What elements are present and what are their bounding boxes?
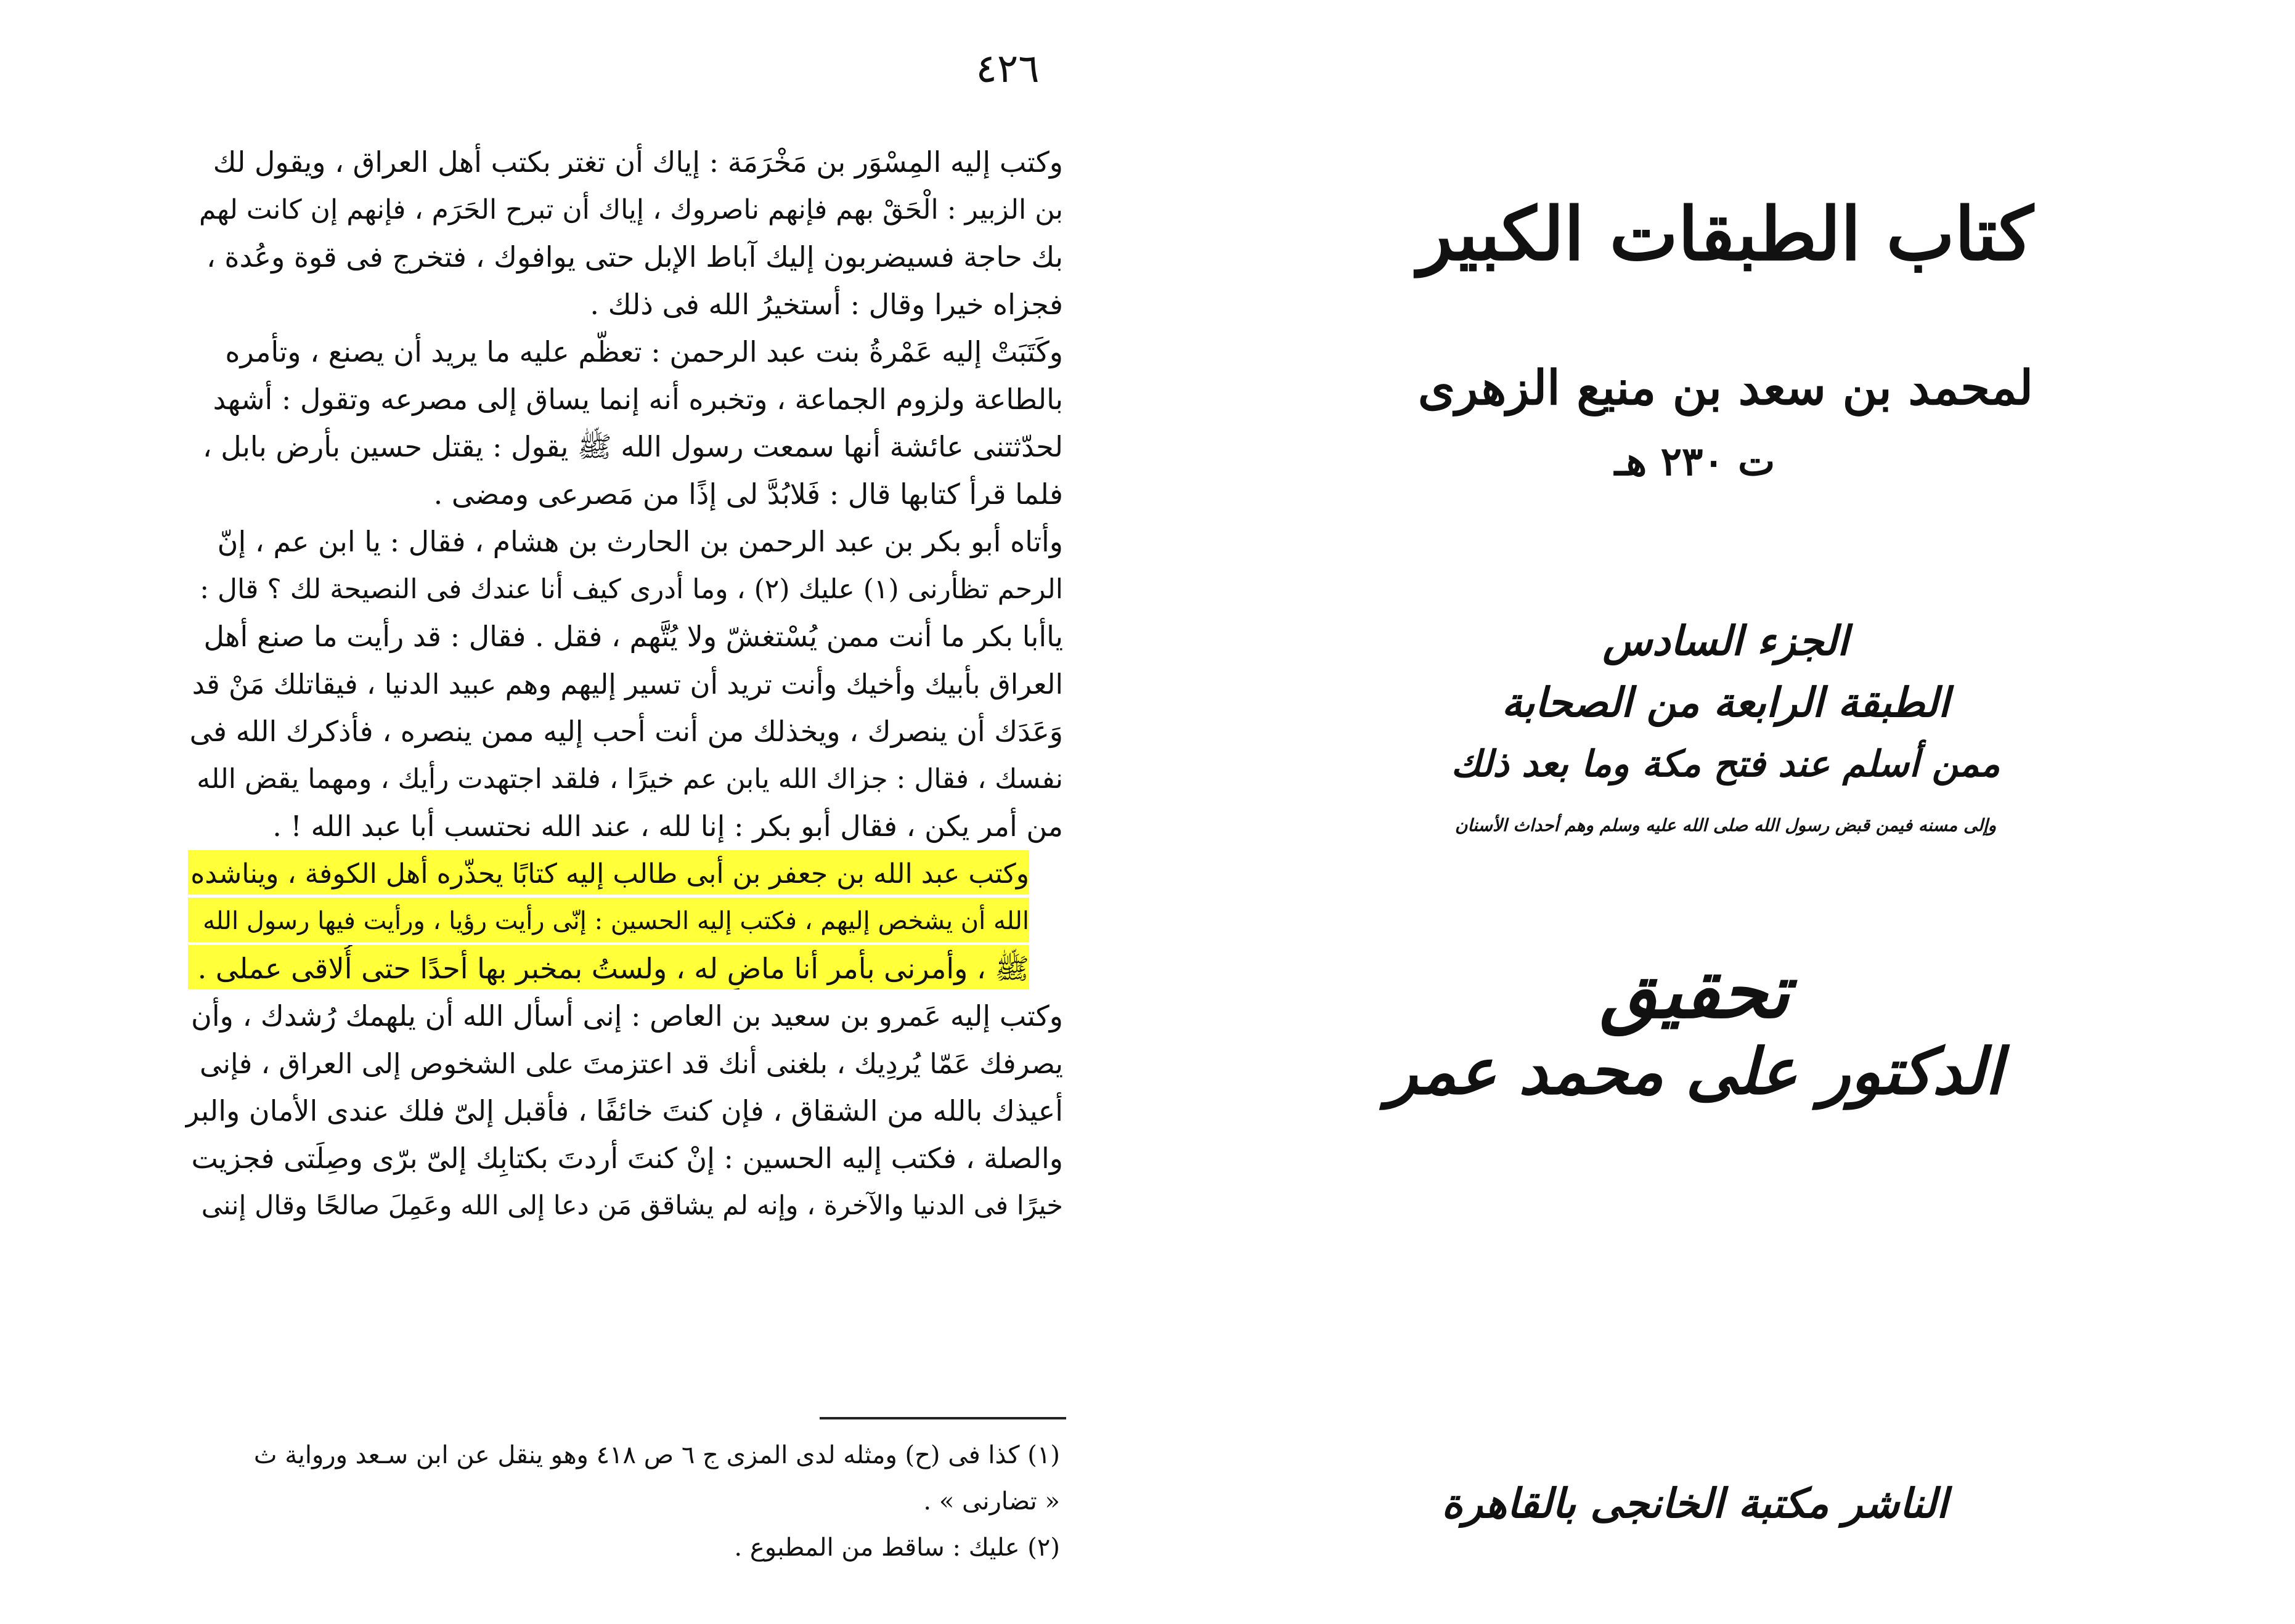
text-line: فلما قرأ كتابها قال : فَلابُدَّ لى إذًا من مَصرعى ومضى . (433, 477, 1063, 511)
text-line: ياأبا بكر ما أنت ممن يُسْتغشّ ولا يُتَّهم ، فقل . فقال : قد رأيت ما صنع أهل (203, 620, 1063, 653)
publisher: الناشر مكتبة الخانجى بالقاهرة (1441, 1479, 1948, 1527)
page-number: ٤٢٦ (976, 46, 1040, 92)
paragraph (185, 518, 1063, 850)
text-line: بالطاعة ولزوم الجماعة ، وتخبره أنه إنما يساق إلى مصرعه وتقول : أشهد (213, 383, 1063, 416)
editor-name: الدكتور على محمد عمر (1387, 1034, 2003, 1109)
subtitle-line: ممن أسلم عند فتح مكة وما بعد ذلك (1451, 742, 2000, 785)
text-line: يصرفك عَمّا يُردِيك ، بلغنى أنك قد اعتزمتَ على الشخوص إلى العراق ، فإنى (199, 1047, 1063, 1080)
volume-label: الجزء السادس (1602, 617, 1849, 665)
text-line: وكَتَبَتْ إليه عَمْرةُ بنت عبد الرحمن : تعظّم عليه ما يريد أن يصنع ، وتأمره (225, 335, 1063, 368)
book-author: لمحمد بن سعد بن منيع الزهرى (1417, 360, 2034, 416)
text-line: وكتب إليه المِسْوَر بن مَخْرَمَة : إياك أن تغتر بكتب أهل العراق ، ويقول لك (213, 145, 1063, 179)
text-line: العراق بأبيك وأخيك وأنت تريد أن تسير إليهم وهم عبيد الدنيا ، فيقاتلك مَنْ قد (192, 668, 1063, 700)
paragraph (185, 993, 1063, 1230)
author-death-date: ت ٢٣٠ هـ (1614, 439, 1775, 485)
paragraph (185, 328, 1063, 518)
highlighted-line: ﷺ ، وأمرنى بأمر أنا ماضٍ له ، ولستُ بمخبر بها أحدًا حتى أُلاقى عملى . (188, 945, 1029, 989)
footnote-line: « تضارنى » . (923, 1487, 1060, 1516)
main-text (185, 139, 1063, 1230)
text-line: وكتب إليه عَمرو بن سعيد بن العاص : إنى أسأل الله أن يلهمك رُشدك ، وأن (191, 999, 1063, 1033)
highlighted-line: وكتب عبد الله بن جعفر بن أبى طالب إليه كتابًا يحذّره أهل الكوفة ، ويناشده (188, 850, 1029, 895)
text-line: وأتاه أبو بكر بن عبد الرحمن بن الحارث بن هشام ، فقال : يا ابن عم ، إنّ (217, 525, 1063, 558)
footnote-line: (٢) عليك : ساقط من المطبوع . (734, 1533, 1060, 1562)
highlighted-line: الله أن يشخص إليهم ، فكتب إليه الحسين : إنّى رأيت رؤيا ، ورأيت فيها رسول الله (188, 898, 1029, 942)
book-title: كتاب الطبقات الكبير (1417, 191, 2034, 277)
text-line: بن الزبير : الْحَقْ بهم فإنهم ناصروك ، إياك أن تبرح الحَرَم ، فإنهم إن كانت لهم (198, 194, 1063, 225)
paragraph (185, 139, 1063, 328)
subtitle-line: الطبقة الرابعة من الصحابة (1501, 678, 1950, 726)
footnote-line: (١) كذا فى (ح) ومثله لدى المزى ج ٦ ص ٤١٨ وهو ينقل عن ابن سـعد ورواية ث (253, 1441, 1060, 1469)
text-line: والصلة ، فكتب إليه الحسين : إنْ كنتَ أردتَ بكتابِك إلىّ برّى وصِلَتى فجزيت (191, 1142, 1063, 1175)
text-line: فجزاه خيرا وقال : أستخيرُ الله فى ذلك . (590, 288, 1063, 321)
text-line: وَعَدَك أن ينصرك ، ويخذلك من أنت أحب إليه ممن ينصره ، فأذكرك الله فى (189, 715, 1063, 748)
footnote-divider (820, 1417, 1066, 1419)
highlighted-passage (188, 850, 1029, 989)
text-line: الرحم تظأرنى (١) عليك (٢) ، وما أدرى كيف أنا عندك فى النصيحة لك ؟ قال : (200, 574, 1063, 605)
text-line: من أمر يكن ، فقال أبو بكر : إنا لله ، عند الله نحتسب أبا عبد الله ! . (272, 810, 1063, 843)
text-line: خيرًا فى الدنيا والآخرة ، وإنه لم يشاقق مَن دعا إلى الله وعَمِلَ صالحًا وقال إننى (201, 1190, 1063, 1221)
left-page (0, 0, 1109, 1624)
text-line: بك حاجة فسيضربون إليك آباط الإبل حتى يوافوك ، فتخرج فى قوة وعُدة ، (206, 240, 1063, 274)
footnotes (185, 1432, 1060, 1571)
tahqiq-label: تحقيق (1600, 948, 1790, 1035)
subtitle-line: وإلى مسنه فيمن قبض رسول الله صلى الله عليه وسلم وهم أحداث الأسنان (1454, 815, 1997, 835)
text-line: لحدّثتنى عائشة أنها سمعت رسول الله ﷺ يقول : يقتل حسين بأرض بابل ، (202, 430, 1063, 463)
text-line: نفسك ، فقال : جزاك الله يابن عم خيرًا ، فلقد اجتهدت رأيك ، ومهما يقض الله (197, 763, 1063, 795)
text-line: أعيذك بالله من الشقاق ، فإن كنتَ خائفًا ، فأقبل إلىّ فلك عندى الأمان والبر (185, 1094, 1063, 1127)
title-page (1109, 0, 2295, 1624)
